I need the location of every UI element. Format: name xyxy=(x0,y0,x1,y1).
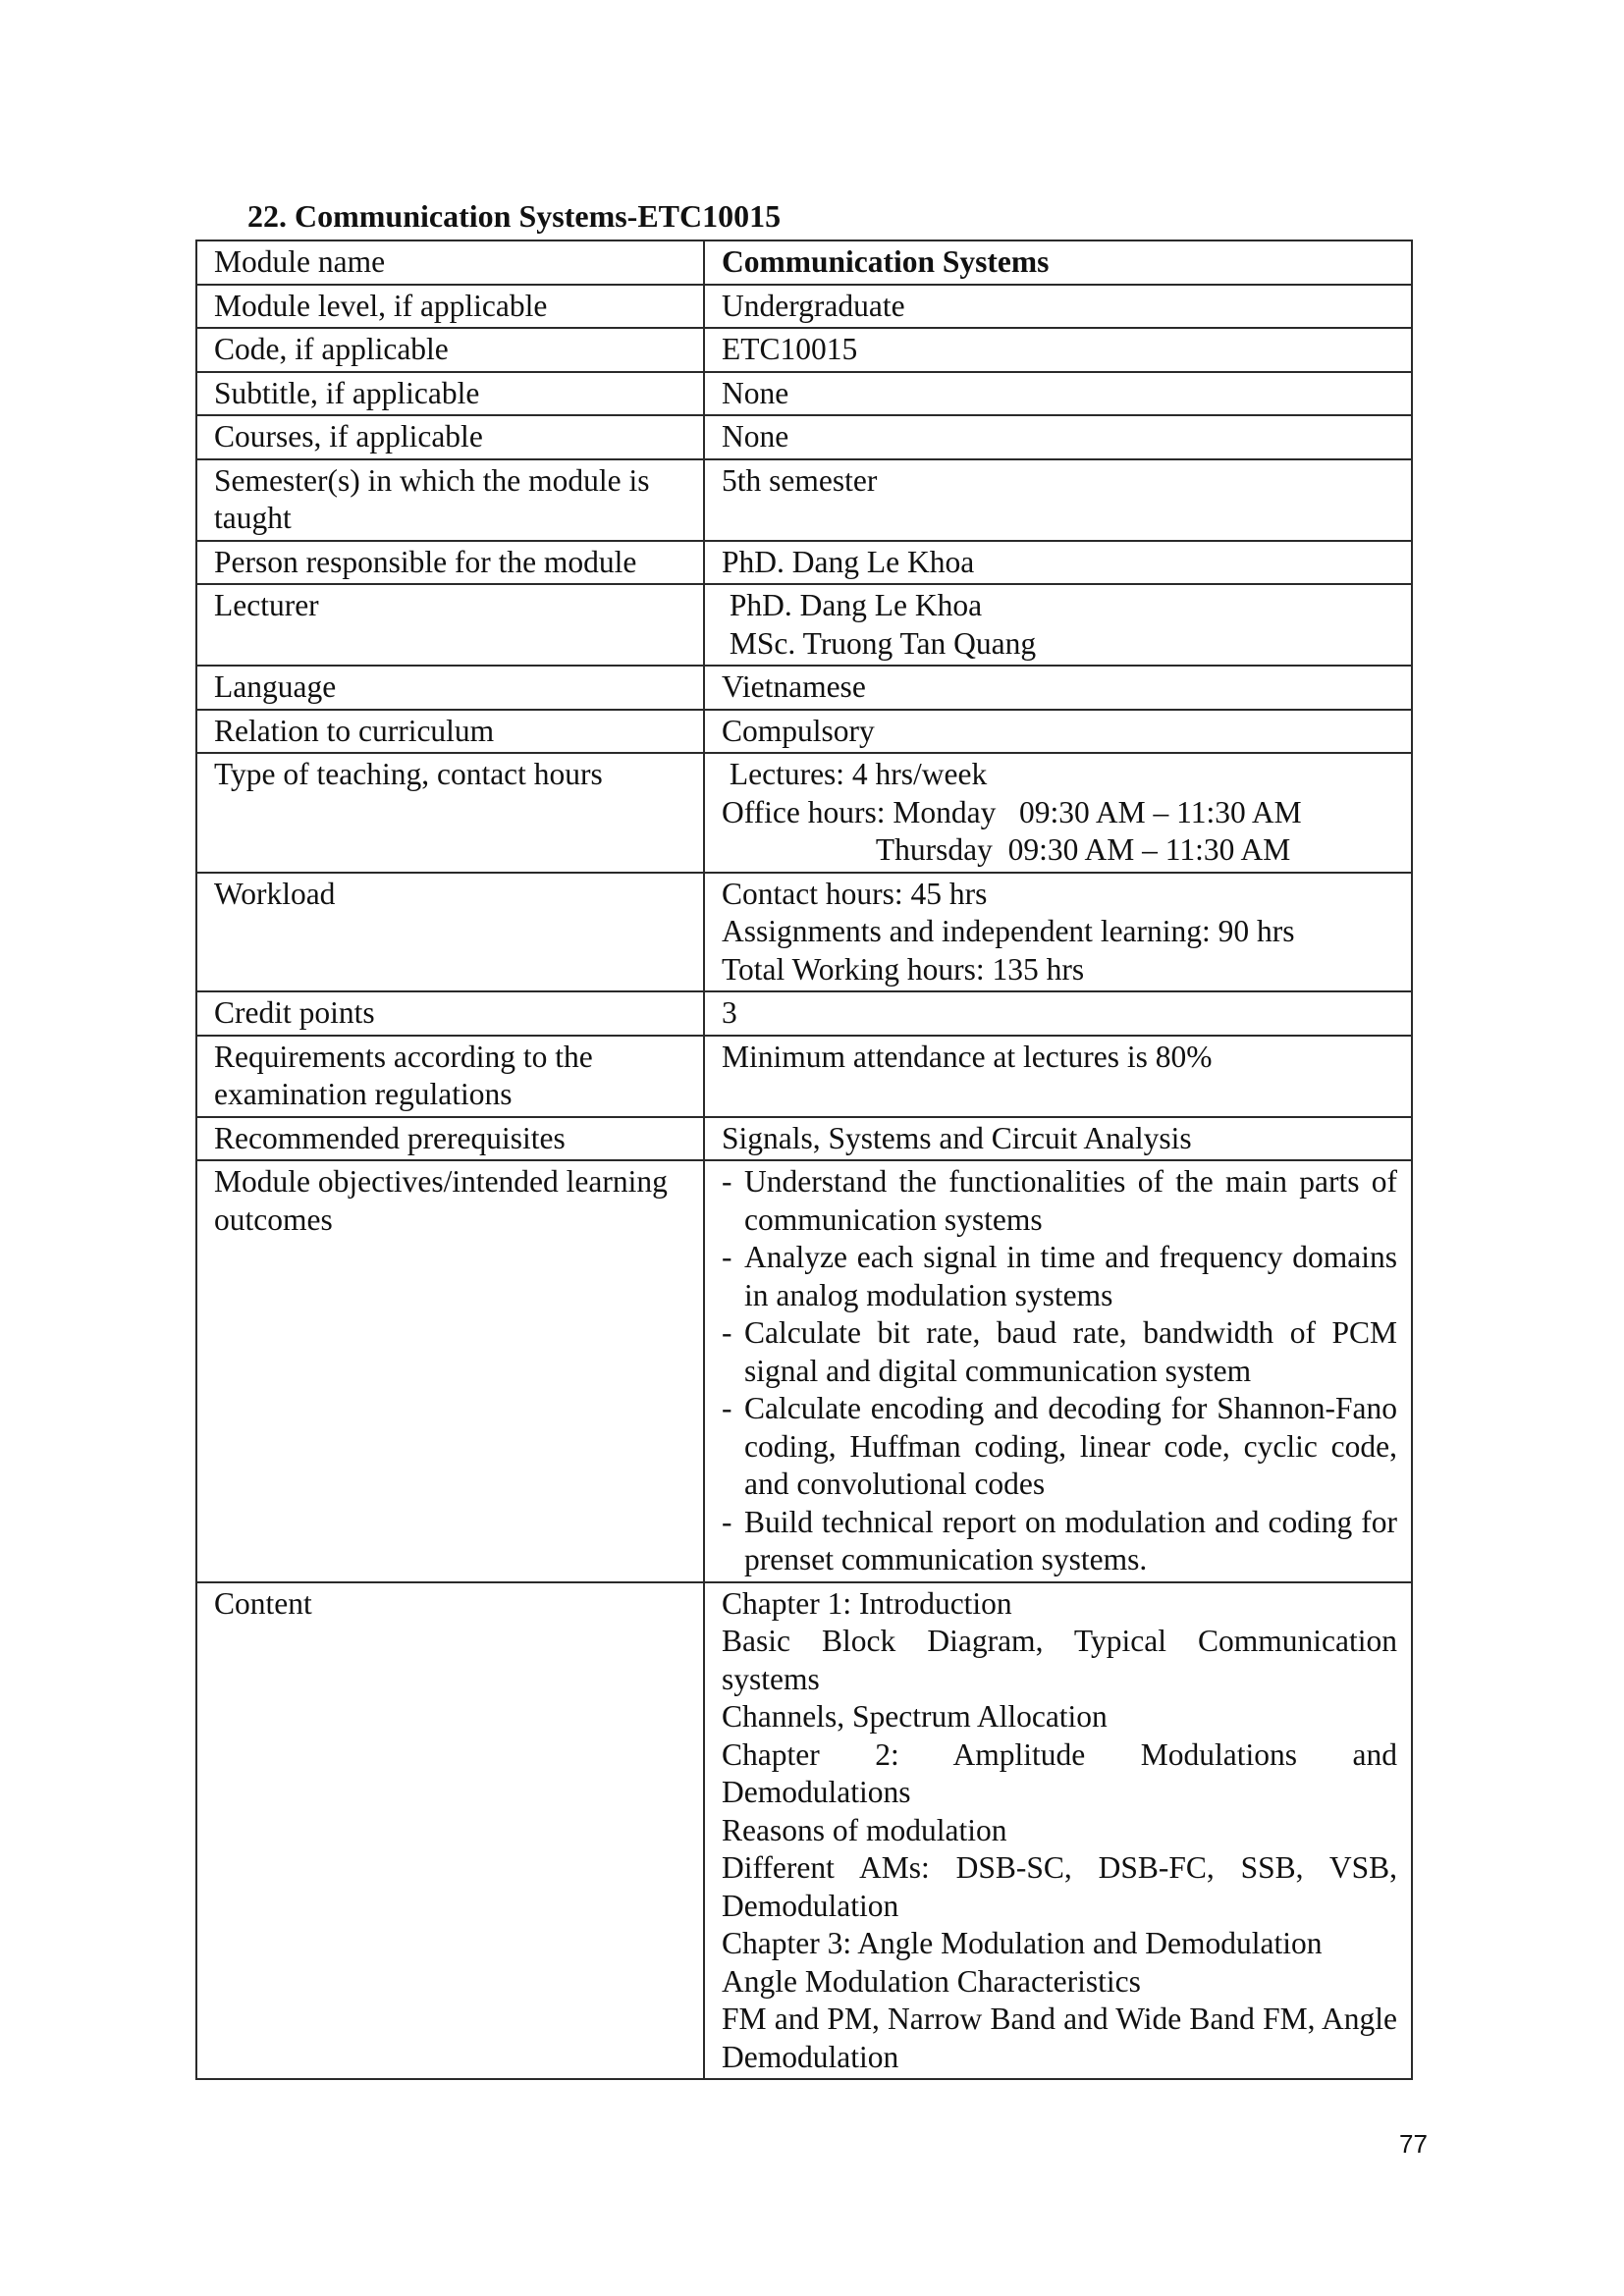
table-row-language xyxy=(196,666,1412,710)
content-line: Chapter 1: Introduction xyxy=(722,1585,1012,1621)
table-row-requirements xyxy=(196,1036,1412,1117)
module-description-table xyxy=(195,240,1413,2080)
teaching-line: Thursday 09:30 AM – 11:30 AM xyxy=(722,832,1291,867)
table-row-semester xyxy=(196,459,1412,541)
content-line: Basic Block Diagram, Typical Communication systems xyxy=(722,1624,1397,1696)
table-row-courses xyxy=(196,415,1412,459)
lecturer-line: PhD. Dang Le Khoa xyxy=(722,588,983,622)
credit-points-value: 3 xyxy=(704,991,1412,1036)
teaching-line: Office hours: Monday 09:30 AM – 11:30 AM xyxy=(722,794,1302,829)
module-name-value: Communication Systems xyxy=(704,240,1412,285)
bullet-dash: - xyxy=(722,1240,732,1274)
content-line: Chapter 3: Angle Modulation and Demodulation xyxy=(722,1926,1323,1960)
row-label: Language xyxy=(196,666,704,710)
workload-value xyxy=(704,873,1412,992)
table-row-relation-to-curriculum xyxy=(196,710,1412,754)
row-label: Semester(s) in which the module is taught xyxy=(196,459,704,541)
content-line: Different AMs: DSB-SC, DSB-FC, SSB, VSB, Demodulation xyxy=(722,1850,1397,1923)
semester-value: 5th semester xyxy=(704,459,1412,541)
section-title: 22. Communication Systems-ETC10015 xyxy=(247,198,782,234)
table-row-credit-points xyxy=(196,991,1412,1036)
table-row-subtitle xyxy=(196,372,1412,416)
relation-value: Compulsory xyxy=(704,710,1412,754)
content-line: Channels, Spectrum Allocation xyxy=(722,1699,1108,1734)
row-label: Courses, if applicable xyxy=(196,415,704,459)
lecturer-value xyxy=(704,584,1412,666)
content-line: Reasons of modulation xyxy=(722,1812,1007,1847)
objective-text: Build technical report on modulation and coding for prenset communication systems. xyxy=(744,1504,1397,1576)
row-label: Lecturer xyxy=(196,584,704,666)
row-label: Code, if applicable xyxy=(196,328,704,372)
content-line: FM and PM, Narrow Band and Wide Band FM, Angle Demodulation xyxy=(722,2002,1397,2074)
row-label: Requirements according to the examination regulations xyxy=(196,1036,704,1117)
row-label: Subtitle, if applicable xyxy=(196,372,704,416)
teaching-hours-value xyxy=(704,753,1412,873)
table-row-prerequisites xyxy=(196,1117,1412,1161)
row-label: Recommended prerequisites xyxy=(196,1117,704,1161)
row-label: Type of teaching, contact hours xyxy=(196,753,704,873)
workload-line: Total Working hours: 135 hrs xyxy=(722,951,1085,987)
row-label: Module name xyxy=(196,240,704,285)
row-label: Content xyxy=(196,1582,704,2080)
objectives-value xyxy=(704,1160,1412,1582)
list-item xyxy=(722,1239,1397,1314)
table-row-workload xyxy=(196,873,1412,992)
list-item xyxy=(722,1163,1397,1239)
bullet-dash: - xyxy=(722,1504,732,1539)
objective-text: Analyze each signal in time and frequency domains in analog modulation systems xyxy=(744,1240,1397,1312)
content-line: Angle Modulation Characteristics xyxy=(722,1963,1141,1999)
objective-text: Calculate bit rate, baud rate, bandwidth of PCM signal and digital communication system xyxy=(744,1315,1397,1388)
requirements-value: Minimum attendance at lectures is 80% xyxy=(704,1036,1412,1117)
courses-value: None xyxy=(704,415,1412,459)
row-label: Workload xyxy=(196,873,704,992)
objectives-list xyxy=(722,1163,1397,1579)
content-value xyxy=(704,1582,1412,2080)
content-line: Chapter 2: Amplitude Modulations and Demodulations xyxy=(722,1736,1397,1809)
objective-text: Understand the functionalities of the main parts of communication systems xyxy=(744,1164,1397,1237)
page-number: 77 xyxy=(1399,2129,1428,2159)
row-label: Module level, if applicable xyxy=(196,285,704,329)
table-row-lecturer xyxy=(196,584,1412,666)
table-row-objectives xyxy=(196,1160,1412,1582)
row-label: Person responsible for the module xyxy=(196,541,704,585)
row-label: Module objectives/intended learning outcomes xyxy=(196,1160,704,1582)
table-row-type-of-teaching xyxy=(196,753,1412,873)
objective-text: Calculate encoding and decoding for Shannon-Fano coding, Huffman coding, linear code, cyclic code, and convolutional codes xyxy=(744,1391,1397,1501)
bullet-dash: - xyxy=(722,1315,732,1350)
bullet-dash: - xyxy=(722,1164,732,1199)
table-row-content xyxy=(196,1582,1412,2080)
list-item xyxy=(722,1390,1397,1504)
teaching-line: Lectures: 4 hrs/week xyxy=(722,757,988,791)
person-responsible-value: PhD. Dang Le Khoa xyxy=(704,541,1412,585)
language-value: Vietnamese xyxy=(704,666,1412,710)
list-item xyxy=(722,1314,1397,1390)
row-label: Relation to curriculum xyxy=(196,710,704,754)
workload-line: Contact hours: 45 hrs xyxy=(722,876,988,911)
module-level-value: Undergraduate xyxy=(704,285,1412,329)
list-item xyxy=(722,1504,1397,1579)
prerequisites-value: Signals, Systems and Circuit Analysis xyxy=(704,1117,1412,1161)
table-row-code xyxy=(196,328,1412,372)
table-row-person-responsible xyxy=(196,541,1412,585)
workload-line: Assignments and independent learning: 90 hrs xyxy=(722,914,1295,948)
table-row-module-level xyxy=(196,285,1412,329)
table-row-module-name xyxy=(196,240,1412,285)
subtitle-value: None xyxy=(704,372,1412,416)
bullet-dash: - xyxy=(722,1391,732,1425)
row-label: Credit points xyxy=(196,991,704,1036)
lecturer-line: MSc. Truong Tan Quang xyxy=(722,625,1037,661)
code-value: ETC10015 xyxy=(704,328,1412,372)
